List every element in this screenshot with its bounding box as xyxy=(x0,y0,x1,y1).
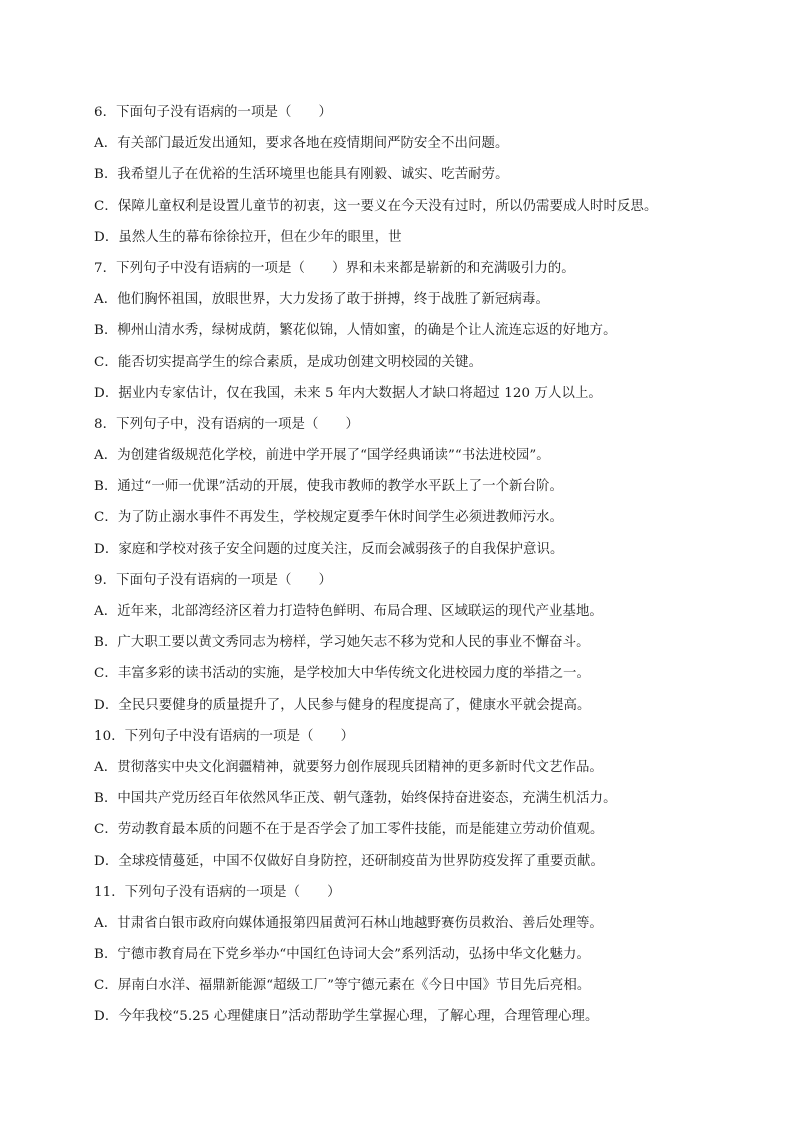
option-a: A．有关部门最近发出通知，要求各地在疫情期间严防安全不出问题。 xyxy=(94,136,509,152)
option-b: B．我希望儿子在优裕的生活环境里也能具有刚毅、诚实、吃苦耐劳。 xyxy=(94,167,509,183)
question-stem: 11．下列句子没有语病的一项是（ ） xyxy=(94,884,341,900)
option-d: D．虽然人生的幕布徐徐拉开，但在少年的眼里，世 xyxy=(94,229,402,245)
option-b: B．广大职工要以黄文秀同志为榜样，学习她矢志不移为党和人民的事业不懈奋斗。 xyxy=(94,635,590,651)
option-c: C．屏南白水洋、福鼎新能源“超级工厂”等宁德元素在《今日中国》节目先后亮相。 xyxy=(94,978,591,994)
option-a: A．贯彻落实中央文化润疆精神，就要努力创作展现兵团精神的更多新时代文艺作品。 xyxy=(94,759,603,775)
question-stem: 6．下面句子没有语病的一项是（ ） xyxy=(94,105,332,120)
question-stem: 10．下列句子中没有语病的一项是（ ） xyxy=(94,728,355,744)
question-stem: 8．下列句子中，没有语病的一项是（ ） xyxy=(94,416,359,432)
option-a: A．甘肃省白银市政府向媒体通报第四届黄河石林山地越野赛伤员救治、善后处理等。 xyxy=(94,915,603,931)
option-a: A．近年来，北部湾经济区着力打造特色鲜明、布局合理、区域联运的现代产业基地。 xyxy=(94,604,603,619)
option-d: D．全民只要健身的质量提升了，人民参与健身的程度提高了，健康水平就会提高。 xyxy=(94,697,591,713)
option-b: B．宁德市教育局在下党乡举办“中国红色诗词大会”系列活动，弘扬中华文化魅力。 xyxy=(94,947,591,963)
option-c: C．保障儿童权利是设置儿童节的初衷，这一要义在今天没有过时，所以仍需要成人时时反思。 xyxy=(94,198,658,214)
option-d: D．据业内专家估计，仅在我国，未来 5 年内大数据人才缺口将超过 120 万人以上。 xyxy=(94,385,602,401)
option-a: A．他们胸怀祖国，放眼世界，大力发扬了敢于拼搏，终于战胜了新冠病毒。 xyxy=(94,292,549,308)
option-c: C．劳动教育最本质的问题不在于是否学会了加工零件技能，而是能建立劳动价值观。 xyxy=(94,822,604,838)
question-stem: 9．下面句子没有语病的一项是（ ） xyxy=(94,572,332,588)
option-c: C．丰富多彩的读书活动的实施，是学校加大中华传统文化进校园力度的举措之一。 xyxy=(94,666,591,682)
option-a: A．为创建省级规范化学校，前进中学开展了“国学经典诵读”“书法进校园”。 xyxy=(94,448,550,464)
question-stem: 7．下列句子中没有语病的一项是（ ）界和未来都是崭新的和充满吸引力的。 xyxy=(94,260,575,276)
option-c: C．能否切实提高学生的综合素质，是成功创建文明校园的关键。 xyxy=(94,354,483,370)
question-list xyxy=(94,97,734,1033)
option-b: B．中国共产党历经百年依然风华正茂、朝气蓬勃，始终保持奋进姿态，充满生机活力。 xyxy=(94,791,617,807)
option-b: B．通过“一师一优课”活动的开展，使我市教师的教学水平跃上了一个新台阶。 xyxy=(94,479,564,495)
option-d: D．全球疫情蔓延，中国不仅做好自身防控，还研制疫苗为世界防疫发挥了重要贡献。 xyxy=(94,853,604,869)
option-c: C．为了防止溺水事件不再发生，学校规定夏季午休时间学生必须进教师污水。 xyxy=(94,510,564,526)
option-d: D．家庭和学校对孩子安全问题的过度关注，反而会减弱孩子的自我保护意识。 xyxy=(94,541,564,557)
option-b: B．柳州山清水秀，绿树成荫，繁花似锦，人情如蜜，的确是个让人流连忘返的好地方。 xyxy=(94,323,617,339)
option-d: D．今年我校“5.25 心理健康日”活动帮助学生掌握心理，了解心理，合理管理心理。 xyxy=(94,1009,599,1025)
